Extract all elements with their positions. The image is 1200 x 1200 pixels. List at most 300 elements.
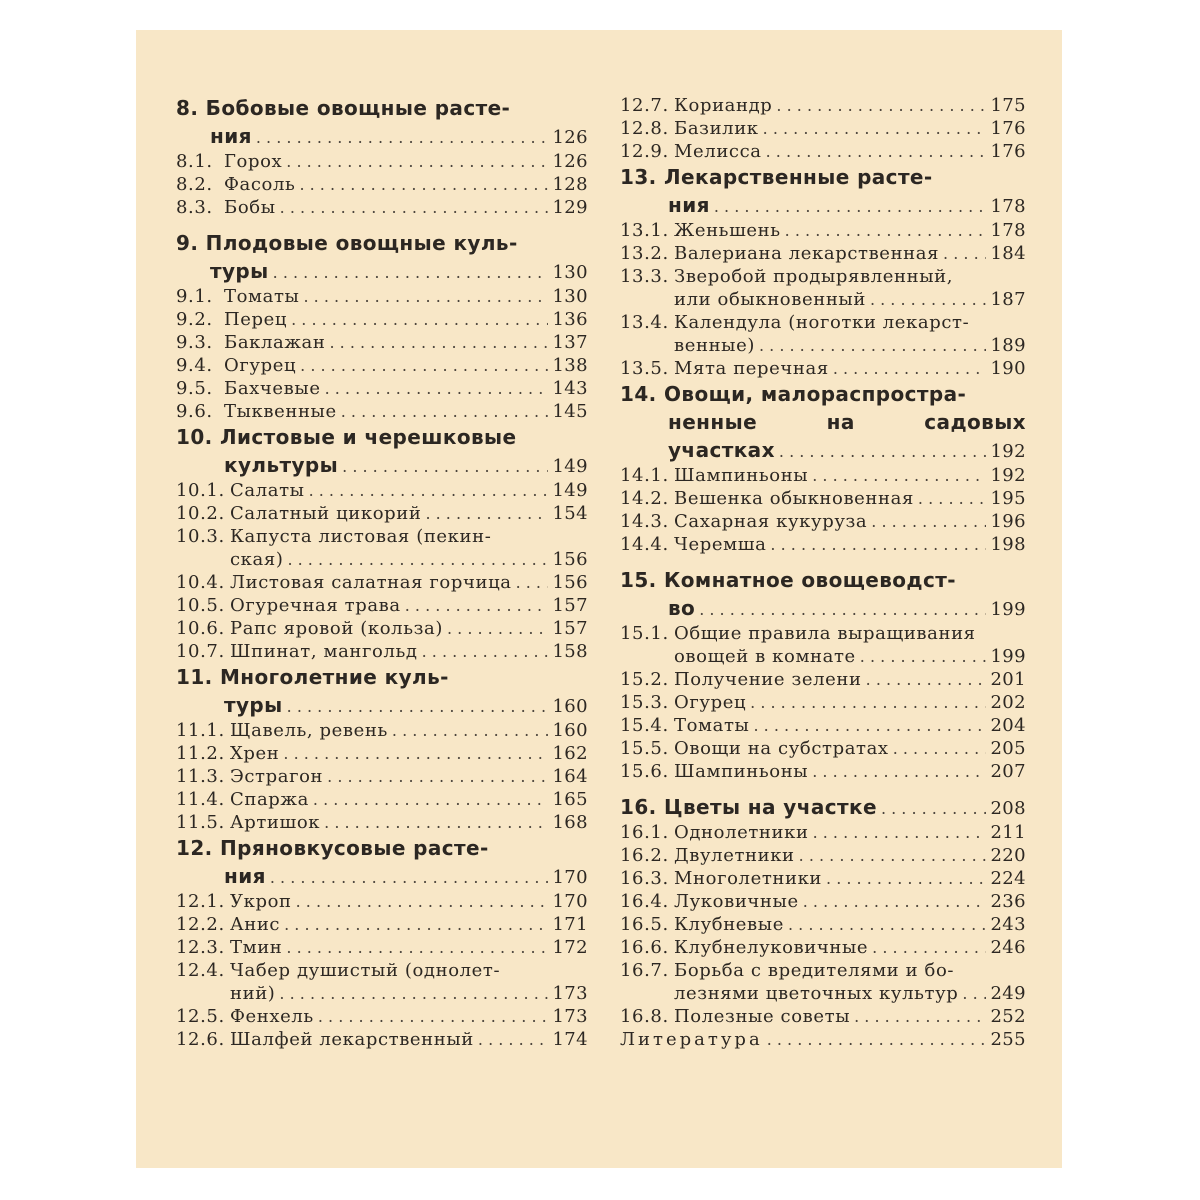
toc-entry-14-3[interactable] — [620, 510, 1026, 533]
toc-entry-14-4[interactable] — [620, 533, 1026, 556]
toc-dot-leader — [286, 936, 548, 959]
toc-entry-number: 16.2. — [620, 845, 669, 866]
toc-dot-leader — [447, 617, 548, 640]
toc-dot-leader — [763, 117, 987, 140]
toc-page-number: 138 — [552, 355, 588, 376]
toc-entry-title: Полезные советы — [674, 1006, 851, 1027]
toc-dot-leader — [324, 811, 548, 834]
toc-entry-title: Тмин — [230, 937, 283, 958]
toc-entry-number: 10.7. — [176, 641, 225, 662]
toc-entry-16-1[interactable] — [620, 821, 1026, 844]
toc-entry-15[interactable] — [620, 566, 1026, 594]
toc-dot-leader — [300, 354, 548, 377]
toc-page-number: 128 — [552, 174, 588, 195]
toc-dot-leader — [870, 288, 986, 311]
toc-entry-title: Салатный цикорий — [230, 503, 422, 524]
toc-entry-13-5[interactable] — [620, 357, 1026, 380]
toc-page-number: 162 — [552, 743, 588, 764]
toc-entry-title: Анис — [230, 914, 281, 935]
toc-entry-title: туры — [210, 259, 269, 283]
toc-entry-12-9[interactable] — [620, 140, 1026, 163]
toc-entry-12-4-cont[interactable] — [176, 982, 588, 1005]
toc-entry-13-2[interactable] — [620, 242, 1026, 265]
toc-page-number: 184 — [990, 243, 1026, 264]
toc-dot-leader — [753, 714, 986, 737]
toc-entry-9-6[interactable] — [176, 400, 588, 423]
toc-entry-12-4[interactable] — [176, 959, 588, 982]
toc-entry-title: Хрен — [230, 743, 280, 764]
toc-entry-title: или обыкновенный — [674, 289, 866, 310]
toc-page-number: 243 — [990, 914, 1026, 935]
toc-page-number: 165 — [552, 789, 588, 810]
toc-page-number: 198 — [990, 534, 1026, 555]
toc-entry-11-4[interactable] — [176, 788, 588, 811]
toc-dot-leader — [759, 334, 986, 357]
toc-entry-title: туры — [224, 693, 283, 717]
toc-page-number: 149 — [552, 480, 588, 501]
toc-entry-12-5[interactable] — [176, 1005, 588, 1028]
toc-entry-12-7[interactable] — [620, 94, 1026, 117]
toc-page-number: 205 — [990, 738, 1026, 759]
toc-entry-10-2[interactable] — [176, 502, 588, 525]
toc-entry-16-7[interactable] — [620, 959, 1026, 982]
toc-entry-title: 13. Лекарственные расте- — [620, 165, 933, 189]
toc-page-number: 199 — [990, 646, 1026, 667]
toc-dot-leader — [860, 645, 987, 668]
toc-dot-leader — [766, 140, 987, 163]
toc-page-number: 207 — [990, 761, 1026, 782]
toc-entry-title: 16. Цветы на участке — [620, 795, 877, 819]
toc-entry-title: Томаты — [224, 286, 300, 307]
toc-dot-leader — [299, 173, 548, 196]
toc-entry-number: 15.4. — [620, 715, 669, 736]
toc-entry-title: 9. Плодовые овощные куль- — [176, 231, 518, 255]
toc-entry-13-3[interactable] — [620, 265, 1026, 288]
toc-entry-title: 11. Многолетние куль- — [176, 665, 449, 689]
toc-entry-10-6[interactable] — [176, 617, 588, 640]
toc-dot-leader — [287, 548, 548, 571]
toc-dot-leader — [273, 259, 549, 287]
toc-entry-number: 11.3. — [176, 766, 225, 787]
toc-entry-10[interactable] — [176, 423, 588, 451]
toc-page-number: 195 — [990, 488, 1026, 509]
toc-entry-number: 12.1. — [176, 891, 225, 912]
toc-entry-number: 16.6. — [620, 937, 669, 958]
toc-entry-12-2[interactable] — [176, 913, 588, 936]
toc-page-number: 220 — [990, 845, 1026, 866]
toc-entry-number: 13.3. — [620, 266, 669, 287]
toc-page-number: 199 — [990, 599, 1026, 620]
toc-dot-leader — [478, 1028, 549, 1051]
toc-entry-9-1[interactable] — [176, 285, 588, 308]
toc-entry-15-1-cont[interactable] — [620, 645, 1026, 668]
toc-dot-leader — [392, 719, 549, 742]
toc-entry-title: Зверобой продырявленный, — [674, 266, 954, 287]
toc-entry-10-cont[interactable] — [176, 451, 588, 479]
toc-entry-title: 12. Пряновкусовые расте- — [176, 836, 489, 860]
toc-page-number: 172 — [552, 937, 588, 958]
toc-dot-leader — [770, 533, 986, 556]
toc-dot-leader — [318, 1005, 549, 1028]
toc-dot-leader — [516, 571, 549, 594]
toc-dot-leader — [313, 788, 549, 811]
toc-entry-title: Бахчевые — [224, 378, 321, 399]
toc-dot-leader — [714, 193, 987, 221]
toc-entry-title: Клубневые — [674, 914, 784, 935]
toc-page-number: 170 — [552, 891, 588, 912]
toc-entry-lit[interactable] — [620, 1028, 1026, 1051]
toc-page-number: 143 — [552, 378, 588, 399]
toc-entry-title: Фасоль — [224, 174, 296, 195]
toc-page-number: 201 — [990, 669, 1026, 690]
toc-dot-leader — [803, 890, 987, 913]
toc-page-number: 175 — [990, 95, 1026, 116]
toc-dot-leader — [812, 464, 986, 487]
toc-entry-number: 9.3. — [176, 332, 213, 353]
book-page — [136, 30, 1062, 1168]
toc-entry-title: Бобы — [224, 197, 276, 218]
toc-entry-16-3[interactable] — [620, 867, 1026, 890]
toc-page-number: 192 — [990, 441, 1026, 462]
toc-page-number: 204 — [990, 715, 1026, 736]
toc-page-number: 157 — [552, 618, 588, 639]
toc-page-number: 156 — [552, 572, 588, 593]
toc-entry-15-1[interactable] — [620, 622, 1026, 645]
toc-page-number: 189 — [990, 335, 1026, 356]
toc-dot-leader — [280, 196, 549, 219]
toc-entry-13-3-cont[interactable] — [620, 288, 1026, 311]
toc-page-number: 187 — [990, 289, 1026, 310]
toc-entry-14-1[interactable] — [620, 464, 1026, 487]
toc-entry-9-cont[interactable] — [176, 257, 588, 285]
toc-entry-number: 16.1. — [620, 822, 669, 843]
toc-dot-leader — [422, 640, 549, 663]
toc-entry-number: 15.5. — [620, 738, 669, 759]
toc-page-number: 160 — [552, 696, 588, 717]
toc-entry-title: Капуста листовая (пекин- — [230, 526, 492, 547]
toc-entry-title: Кориандр — [674, 95, 773, 116]
toc-dot-leader — [812, 760, 986, 783]
toc-page-number: 178 — [990, 196, 1026, 217]
toc-entry-11-3[interactable] — [176, 765, 588, 788]
toc-entry-11[interactable] — [176, 663, 588, 691]
toc-entry-title: 15. Комнатное овощеводст- — [620, 568, 956, 592]
toc-entry-15-3[interactable] — [620, 691, 1026, 714]
toc-entry-10-3-cont[interactable] — [176, 548, 588, 571]
toc-dot-leader — [767, 1028, 987, 1051]
toc-entry-15-cont[interactable] — [620, 594, 1026, 622]
toc-entry-number: 15.6. — [620, 761, 669, 782]
toc-page-number: 160 — [552, 720, 588, 741]
toc-entry-title: Горох — [224, 151, 283, 172]
toc-entry-title: культуры — [224, 453, 339, 477]
toc-entry-number: 14.1. — [620, 465, 669, 486]
toc-dot-leader — [833, 357, 987, 380]
toc-entry-number: 9.1. — [176, 286, 213, 307]
toc-entry-13-cont[interactable] — [620, 191, 1026, 219]
toc-page-number: 164 — [552, 766, 588, 787]
toc-page-number: 255 — [990, 1029, 1026, 1050]
toc-entry-10-3[interactable] — [176, 525, 588, 548]
toc-entry-title: ния — [224, 864, 266, 888]
toc-dot-leader — [893, 737, 987, 760]
toc-entry-number: 14.2. — [620, 488, 669, 509]
toc-dot-leader — [854, 1005, 986, 1028]
toc-entry-13-1[interactable] — [620, 219, 1026, 242]
toc-entry-title: овощей в комнате — [674, 646, 856, 667]
toc-entry-title: Огурец — [674, 692, 747, 713]
toc-entry-title: 10. Листовые и черешковые — [176, 425, 517, 449]
toc-entry-title: 14. Овощи, малораспростра- — [620, 382, 967, 406]
toc-entry-14-cont1[interactable] — [620, 408, 1026, 436]
toc-entry-16-8[interactable] — [620, 1005, 1026, 1028]
toc-entry-12-3[interactable] — [176, 936, 588, 959]
toc-page-number: 190 — [990, 358, 1026, 379]
toc-entry-title: ская) — [230, 549, 284, 570]
toc-dot-leader — [287, 693, 549, 721]
toc-entry-11-5[interactable] — [176, 811, 588, 834]
toc-entry-10-1[interactable] — [176, 479, 588, 502]
toc-entry-8[interactable] — [176, 94, 588, 122]
toc-entry-number: 16.4. — [620, 891, 669, 912]
toc-entry-title: Вешенка обыкновенная — [674, 488, 914, 509]
toc-entry-title: ния — [668, 193, 710, 217]
toc-entry-number: 8.3. — [176, 197, 213, 218]
toc-entry-title: Сахарная кукуруза — [674, 511, 868, 532]
toc-entry-10-7[interactable] — [176, 640, 588, 663]
toc-entry-number: 12.2. — [176, 914, 225, 935]
toc-entry-title: Огуречная трава — [230, 595, 401, 616]
toc-entry-title: Перец — [224, 309, 288, 330]
toc-entry-11-1[interactable] — [176, 719, 588, 742]
toc-entry-number: 13.5. — [620, 358, 669, 379]
toc-page-number: 176 — [990, 141, 1026, 162]
toc-dot-leader — [788, 913, 986, 936]
toc-entry-number: 13.1. — [620, 220, 669, 241]
toc-entry-13-4[interactable] — [620, 311, 1026, 334]
toc-dot-leader — [303, 285, 548, 308]
toc-page-number: 176 — [990, 118, 1026, 139]
toc-dot-leader — [329, 331, 548, 354]
toc-dot-leader — [256, 124, 549, 152]
toc-dot-leader — [799, 844, 987, 867]
toc-entry-title: Получение зелени — [674, 669, 862, 690]
toc-entry-title: ния — [210, 124, 252, 148]
toc-page-number: 202 — [990, 692, 1026, 713]
toc-page-number: 224 — [990, 868, 1026, 889]
toc-dot-leader — [785, 219, 987, 242]
toc-entry-number: 12.7. — [620, 95, 669, 116]
toc-dot-leader — [309, 479, 549, 502]
toc-dot-leader — [962, 982, 986, 1005]
toc-entry-14[interactable] — [620, 380, 1026, 408]
toc-entry-number: 12.8. — [620, 118, 669, 139]
toc-entry-title: ненные на садовых — [668, 410, 1026, 434]
toc-dot-leader — [342, 453, 548, 481]
toc-entry-number: 10.2. — [176, 503, 225, 524]
toc-entry-number: 10.4. — [176, 572, 225, 593]
toc-entry-number: 10.3. — [176, 526, 225, 547]
toc-entry-13-4-cont[interactable] — [620, 334, 1026, 357]
toc-entry-number: 16.7. — [620, 960, 669, 981]
toc-entry-number: 12.5. — [176, 1006, 225, 1027]
toc-page-number: 171 — [552, 914, 588, 935]
toc-entry-title: Черемша — [674, 534, 767, 555]
toc-dot-leader — [872, 936, 986, 959]
toc-page-number: 178 — [990, 220, 1026, 241]
toc-entry-number: 11.1. — [176, 720, 225, 741]
toc-entry-9-5[interactable] — [176, 377, 588, 400]
toc-entry-10-4[interactable] — [176, 571, 588, 594]
toc-entry-number: 16.3. — [620, 868, 669, 889]
toc-dot-leader — [779, 438, 987, 466]
toc-entry-9-2[interactable] — [176, 308, 588, 331]
toc-entry-15-5[interactable] — [620, 737, 1026, 760]
toc-entry-13[interactable] — [620, 163, 1026, 191]
toc-entry-16-6[interactable] — [620, 936, 1026, 959]
toc-page-number: 236 — [990, 891, 1026, 912]
toc-entry-title: Общие правила выращивания — [674, 623, 976, 644]
toc-page-number: 211 — [990, 822, 1026, 843]
toc-dot-leader — [286, 150, 548, 173]
toc-entry-title: Календула (ноготки лекарст- — [674, 312, 970, 333]
toc-entry-15-6[interactable] — [620, 760, 1026, 783]
toc-entry-14-2[interactable] — [620, 487, 1026, 510]
toc-entry-title: Базилик — [674, 118, 759, 139]
toc-page-number: 208 — [990, 798, 1026, 819]
toc-dot-leader — [279, 982, 548, 1005]
toc-entry-12[interactable] — [176, 834, 588, 862]
toc-entry-title: Мелисса — [674, 141, 762, 162]
toc-entry-12-cont[interactable] — [176, 862, 588, 890]
toc-entry-title: венные) — [674, 335, 755, 356]
toc-page-number: 126 — [552, 127, 588, 148]
toc-entry-title: Литература — [620, 1029, 763, 1050]
toc-page-number: 170 — [552, 867, 588, 888]
toc-entry-title: участках — [668, 438, 775, 462]
toc-dot-leader — [327, 765, 548, 788]
toc-entry-number: 9.4. — [176, 355, 213, 376]
toc-entry-title: Огурец — [224, 355, 297, 376]
toc-right-column — [620, 94, 1026, 1051]
toc-page-number: 158 — [552, 641, 588, 662]
toc-entry-number: 11.5. — [176, 812, 225, 833]
toc-page-number: 196 — [990, 511, 1026, 532]
toc-page-number: 173 — [552, 1006, 588, 1027]
toc-dot-leader — [270, 864, 549, 892]
toc-entry-title: Спаржа — [230, 789, 309, 810]
toc-entry-title: Многолетники — [674, 868, 823, 889]
toc-entry-title: Однолетники — [674, 822, 809, 843]
toc-page-number: 136 — [552, 309, 588, 330]
toc-entry-number: 16.5. — [620, 914, 669, 935]
toc-entry-title: Листовая салатная горчица — [230, 572, 512, 593]
toc-entry-number: 9.6. — [176, 401, 213, 422]
toc-dot-leader — [918, 487, 987, 510]
toc-entry-number: 9.5. — [176, 378, 213, 399]
toc-entry-11-cont[interactable] — [176, 691, 588, 719]
toc-entry-title: Шампиньоны — [674, 761, 809, 782]
toc-entry-title: Томаты — [674, 715, 750, 736]
toc-entry-title: Женьшень — [674, 220, 781, 241]
toc-entry-8-cont[interactable] — [176, 122, 588, 150]
toc-entry-title: Луковичные — [674, 891, 799, 912]
toc-entry-12-1[interactable] — [176, 890, 588, 913]
toc-dot-leader — [296, 890, 549, 913]
toc-entry-title: Шалфей лекарственный — [230, 1029, 474, 1050]
toc-entry-title: Двулетники — [674, 845, 795, 866]
toc-entry-12-6[interactable] — [176, 1028, 588, 1051]
toc-entry-9[interactable] — [176, 229, 588, 257]
toc-entry-16-7-cont[interactable] — [620, 982, 1026, 1005]
toc-entry-title: Чабер душистый (однолет- — [230, 960, 501, 981]
toc-entry-9-3[interactable] — [176, 331, 588, 354]
toc-entry-title: Щавель, ревень — [230, 720, 388, 741]
toc-entry-number: 15.1. — [620, 623, 669, 644]
toc-entry-16-5[interactable] — [620, 913, 1026, 936]
toc-entry-16-2[interactable] — [620, 844, 1026, 867]
toc-entry-11-2[interactable] — [176, 742, 588, 765]
toc-entry-number: 16.8. — [620, 1006, 669, 1027]
toc-entry-title: Шпинат, мангольд — [230, 641, 418, 662]
toc-dot-leader — [699, 596, 986, 624]
toc-page-number: 130 — [552, 262, 588, 283]
toc-entry-9-4[interactable] — [176, 354, 588, 377]
toc-entry-16-4[interactable] — [620, 890, 1026, 913]
toc-entry-number: 15.3. — [620, 692, 669, 713]
toc-page-number: 129 — [552, 197, 588, 218]
toc-page-number: 126 — [552, 151, 588, 172]
toc-entry-title: Салаты — [230, 480, 305, 501]
toc-entry-15-2[interactable] — [620, 668, 1026, 691]
toc-entry-title: Фенхель — [230, 1006, 314, 1027]
toc-dot-leader — [405, 594, 549, 617]
toc-dot-leader — [283, 742, 548, 765]
toc-dot-leader — [425, 502, 548, 525]
toc-page-number: 246 — [990, 937, 1026, 958]
toc-entry-14-cont2[interactable] — [620, 436, 1026, 464]
toc-entry-8-1[interactable] — [176, 150, 588, 173]
toc-dot-leader — [943, 242, 986, 265]
toc-entry-number: 12.9. — [620, 141, 669, 162]
toc-dot-leader — [291, 308, 548, 331]
toc-dot-leader — [750, 691, 986, 714]
toc-entry-title: Валериана лекарственная — [674, 243, 940, 264]
toc-entry-number: 10.1. — [176, 480, 225, 501]
toc-entry-15-4[interactable] — [620, 714, 1026, 737]
toc-entry-number: 12.4. — [176, 960, 225, 981]
toc-entry-8-2[interactable] — [176, 173, 588, 196]
toc-entry-title: Рапс яровой (кольза) — [230, 618, 443, 639]
toc-entry-16[interactable] — [620, 793, 1026, 821]
toc-entry-title: 8. Бобовые овощные расте- — [176, 96, 511, 120]
toc-entry-title: Тыквенные — [224, 401, 337, 422]
toc-page-number: 192 — [990, 465, 1026, 486]
toc-page-number: 137 — [552, 332, 588, 353]
toc-entry-title: ний) — [230, 983, 276, 1004]
toc-entry-number: 14.3. — [620, 511, 669, 532]
toc-page-number: 174 — [552, 1029, 588, 1050]
toc-entry-number: 14.4. — [620, 534, 669, 555]
toc-entry-title: Эстрагон — [230, 766, 324, 787]
toc-entry-10-5[interactable] — [176, 594, 588, 617]
toc-entry-number: 10.6. — [176, 618, 225, 639]
toc-entry-12-8[interactable] — [620, 117, 1026, 140]
toc-dot-leader — [776, 94, 986, 117]
toc-page-number: 173 — [552, 983, 588, 1004]
toc-entry-8-3[interactable] — [176, 196, 588, 219]
toc-entry-number: 15.2. — [620, 669, 669, 690]
